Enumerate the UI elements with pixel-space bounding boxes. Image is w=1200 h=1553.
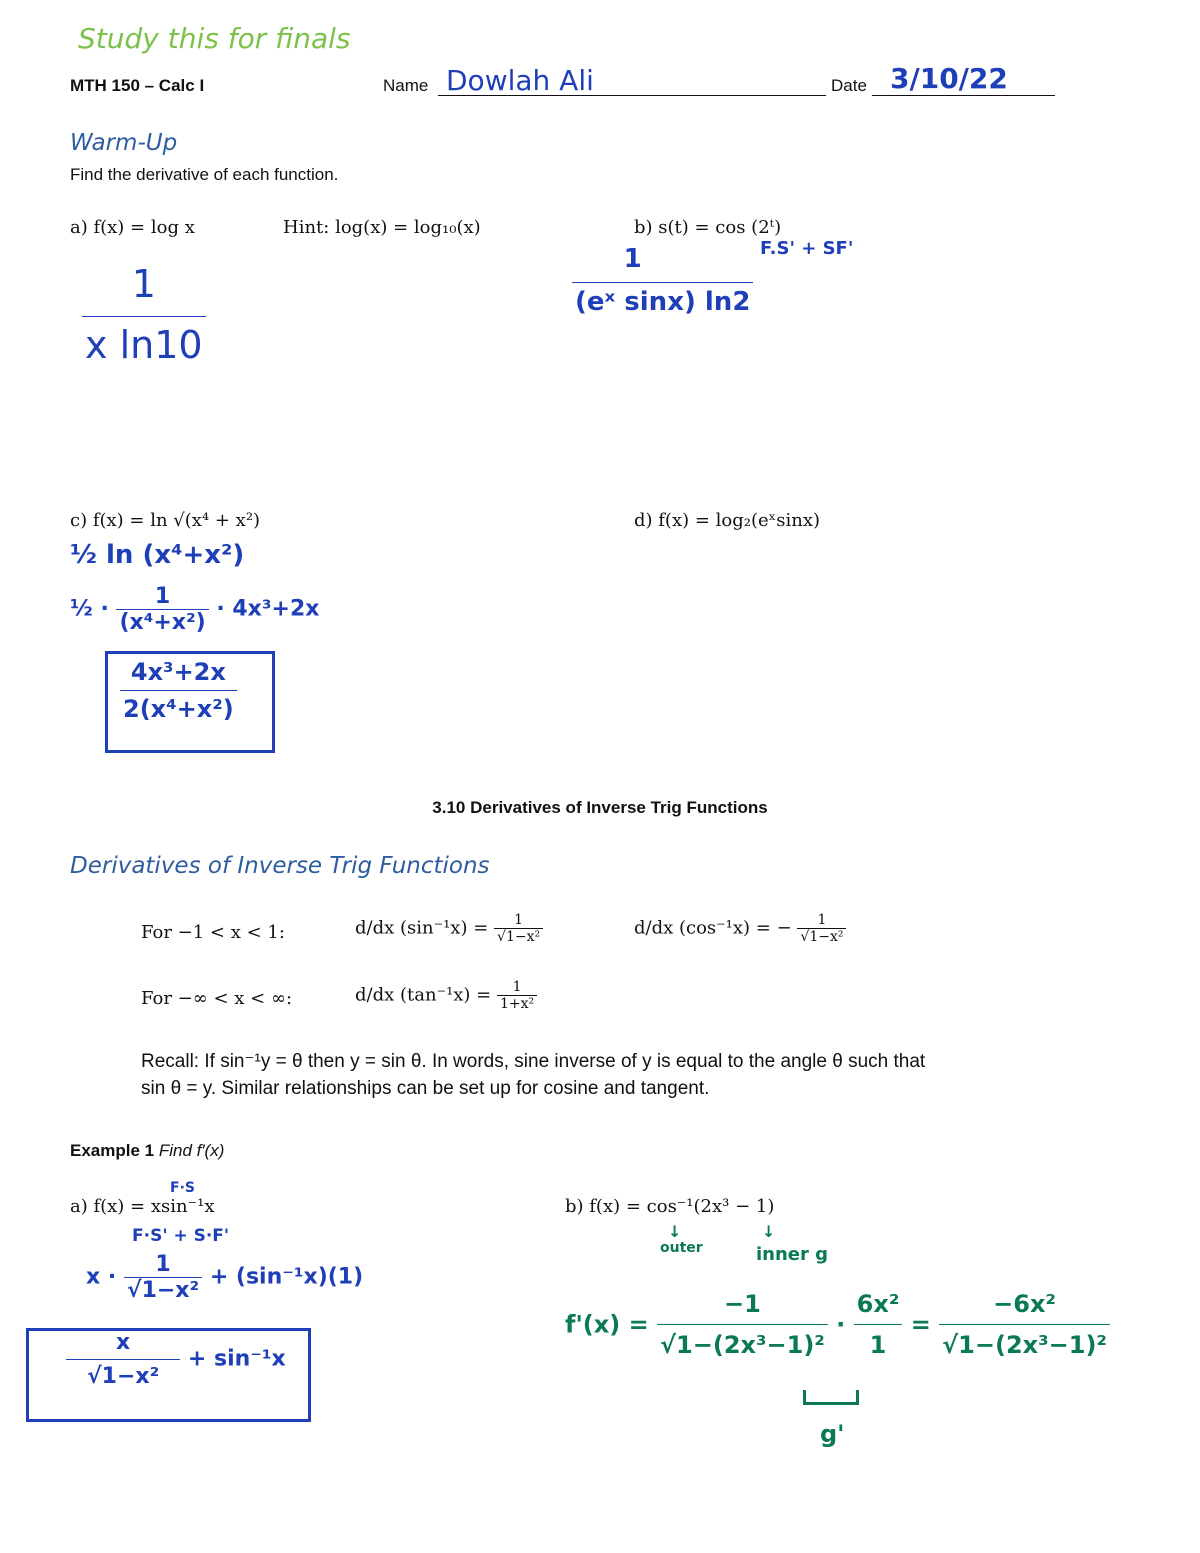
- name-value[interactable]: Dowlah Ali: [446, 64, 594, 97]
- rule2-den: √1−x²: [800, 929, 844, 945]
- rule1-num: 1: [494, 912, 543, 929]
- ex1b-gprime: g': [820, 1420, 845, 1448]
- ex1a-line: [86, 1252, 363, 1303]
- recall-line-2: sin θ = y. Similar relationships can be set up for cosine and tangent.: [141, 1078, 710, 1099]
- ex1a-answer-num: x: [66, 1330, 180, 1360]
- ex1a-label: a) f(x) = xsin⁻¹x: [70, 1196, 215, 1217]
- ex1b-frac3-num: −6x²: [939, 1290, 1110, 1325]
- ex1a-tail: + (sin⁻¹x)(1): [209, 1264, 364, 1290]
- work-c-answer: [120, 658, 237, 723]
- rule2: [634, 912, 846, 945]
- name-label: Name: [383, 76, 429, 95]
- work-c-den: (x⁴+x²): [119, 610, 206, 635]
- hint-text: Hint: log(x) = log₁₀(x): [283, 217, 481, 238]
- rule1-condition: For −1 < x < 1:: [141, 922, 285, 943]
- ex1b-inner: inner g: [756, 1244, 829, 1265]
- ex1a-note: F·S' + S·F': [132, 1226, 230, 1246]
- problem-a-label: a) f(x) = log x: [70, 217, 195, 238]
- ex1a-answer-tail: + sin⁻¹x: [187, 1346, 286, 1372]
- work-b-den: (eˣ sinx) ln2: [575, 287, 751, 317]
- ex1b-lead: f'(x) =: [565, 1310, 649, 1339]
- rule1-den: √1−x²: [497, 929, 541, 945]
- ex1b-work: f'(x) = $\frac{-1}{\text{√1−(2x³−1)²}}$ · $\frac{\text{6x²}}{1}$ = $\frac{\text{−6x²}}{\text{√1−(2x³−1)²}}$: [565, 1290, 1110, 1359]
- ex1b-outer-mark: ↓: [668, 1222, 682, 1241]
- ex1b-outer: outer: [660, 1240, 703, 1256]
- handwritten-note: Study this for finals: [78, 22, 351, 55]
- date-line: [872, 95, 1055, 96]
- problem-d-label: d) f(x) = log₂(eˣsinx): [634, 510, 821, 531]
- work-b-num: 1: [572, 244, 753, 283]
- work-b-note: F.S' + SF': [760, 238, 854, 259]
- work-c-num: 1: [116, 584, 208, 610]
- rule2-num: 1: [797, 912, 846, 929]
- work-c-answer-num: 4x³+2x: [120, 658, 237, 691]
- work-c-half: ½: [70, 596, 93, 622]
- date-label: Date: [831, 76, 867, 95]
- date-value[interactable]: 3/10/22: [890, 62, 1008, 95]
- problem-b-label: b) s(t) = cos (2ᵗ): [634, 217, 782, 238]
- section-title: 3.10 Derivatives of Inverse Trig Functions: [432, 798, 768, 817]
- ex1b-inner-mark: ↓: [762, 1222, 776, 1241]
- ex1a-num: 1: [124, 1252, 202, 1278]
- work-a-den: x ln10: [85, 323, 203, 367]
- ex1b-frac3-den: √1−(2x³−1)²: [942, 1331, 1107, 1359]
- rule3-num: 1: [497, 979, 537, 996]
- work-c-tail: · 4x³+2x: [216, 596, 320, 622]
- work-c-line1: ½ ln (x⁴+x²): [70, 540, 245, 570]
- ex1a-den: √1−x²: [126, 1278, 200, 1303]
- ex1a-answer-den: √1−x²: [86, 1364, 160, 1389]
- rule3: [355, 979, 537, 1012]
- rule3-lhs: d/dx (tan⁻¹x) =: [355, 984, 492, 1006]
- rule1: [355, 912, 543, 945]
- section-heading: Derivatives of Inverse Trig Functions: [70, 853, 490, 879]
- ex1a-lead: x ·: [86, 1264, 117, 1290]
- ex1b-frac1-den: √1−(2x³−1)²: [660, 1331, 825, 1359]
- rule3-condition: For −∞ < x < ∞:: [141, 988, 293, 1009]
- ex1a-answer: [66, 1330, 286, 1389]
- warmup-instruction: Find the derivative of each function.: [70, 165, 339, 184]
- work-c-line2: ½ · $\frac{1}{\text{(x⁴+x²)}}$ · 4x³+2x: [70, 584, 320, 635]
- problem-c-label: c) f(x) = ln √(x⁴ + x²): [70, 510, 261, 531]
- ex1b-label: b) f(x) = cos⁻¹(2x³ − 1): [565, 1196, 775, 1217]
- rule3-den: 1+x²: [500, 996, 535, 1012]
- rule2-lhs: d/dx (cos⁻¹x) = −: [634, 917, 792, 939]
- course-label: MTH 150 – Calc I: [70, 76, 205, 95]
- ex1b-frac1-num: −1: [657, 1290, 828, 1325]
- ex1a-note-top: F·S: [170, 1180, 195, 1196]
- ex1b-frac2-den: 1: [869, 1331, 887, 1359]
- work-c-answer-den: 2(x⁴+x²): [123, 695, 234, 723]
- example1-title-bold: Example 1: [70, 1141, 155, 1160]
- ex1b-frac2-num: 6x²: [854, 1290, 903, 1325]
- work-b-fraction: [572, 244, 753, 317]
- example1-title: [70, 1141, 224, 1161]
- work-a-num: 1: [82, 262, 206, 317]
- recall-line-1: Recall: If sin⁻¹y = θ then y = sin θ. In words, sine inverse of y is equal to the angle θ such that: [141, 1051, 926, 1072]
- example1-title-rest: Find f′(x): [158, 1141, 225, 1160]
- ex1b-gprime-bracket: [803, 1390, 859, 1405]
- rule1-lhs: d/dx (sin⁻¹x) =: [355, 917, 489, 939]
- work-a-fraction: [82, 262, 206, 367]
- warmup-heading: Warm-Up: [70, 130, 178, 156]
